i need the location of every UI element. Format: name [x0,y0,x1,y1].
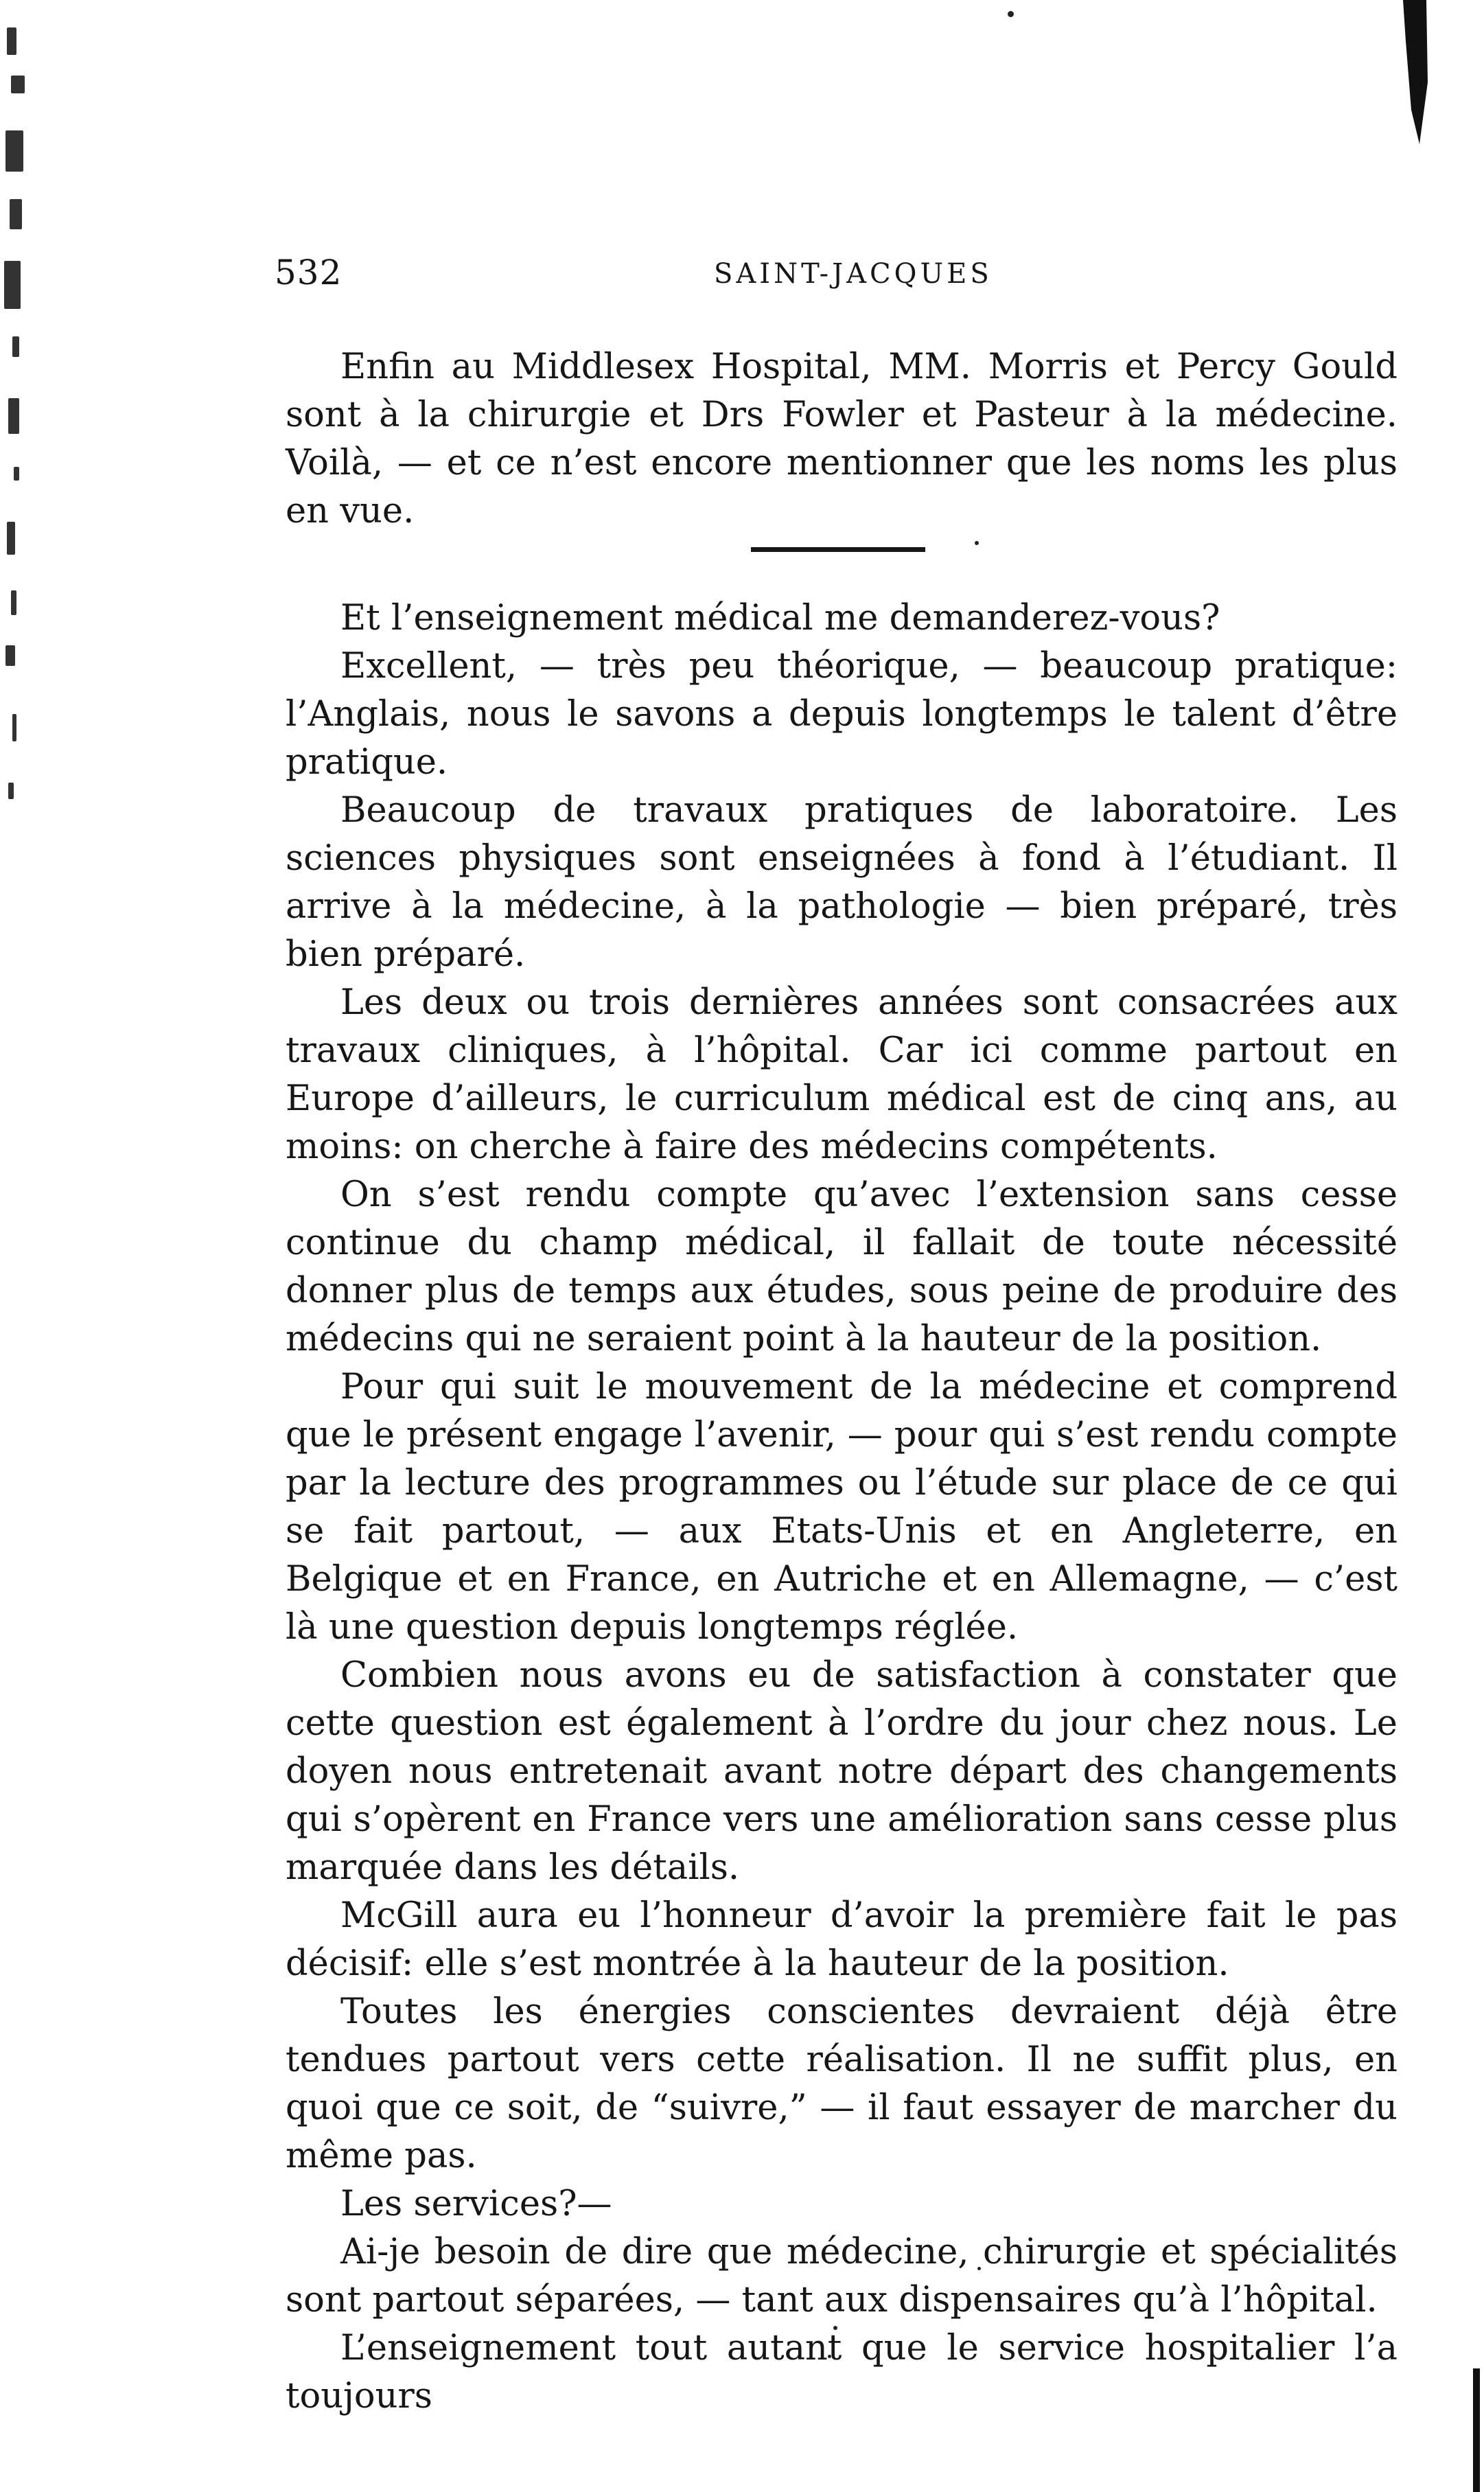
section-separator [751,547,925,552]
paragraph: Les services?— [340,2184,612,2224]
paragraph: L’enseignement tout autant que le service hospitalier l’a toujours [286,2328,1398,2416]
paragraph: Toutes les énergies conscientes devraient déjà être tendues partout vers cette réalisation. Il ne suffit plus, en quoi que ce soit, de “suivre,” — il faut essayer de marcher du même pas. [286,1992,1398,2176]
paragraph: Pour qui suit le mouvement de la médecine et comprend que le présent engage l’avenir, — pour qui s’est rendu compte par la lecture des programmes ou l’étude sur place de ce qui se fait partout, — aux Etats-Unis et en Angleterre, en Belgique et en France, en Autriche et en Allemagne, — c’est là une question depuis longtemps réglée. [286,1367,1398,1648]
scan-speck [1008,11,1014,17]
paragraph: Les deux ou trois dernières années sont consacrées aux travaux cliniques, à l’hôpital. Car ici comme partout en Europe d’ailleurs, le curriculum médical est de cinq ans, au moins: on cherche à faire des médecins compétents. [286,982,1398,1167]
paragraph: On s’est rendu compte qu’avec l’extension sans cesse continue du champ médical, il fallait de toute nécessité donner plus de temps aux études, sous peine de produire des médecins qui ne seraient point à la hauteur de la position. [286,1175,1398,1359]
scan-corner-mark [1399,0,1430,165]
paragraph: Et l’enseignement médical me demanderez-vous? [340,598,1220,638]
paragraph: Beaucoup de travaux pratiques de laboratoire. Les sciences physiques sont enseignées à fond à l’étudiant. Il arrive à la médecine, à la pathologie — bien préparé, très bien préparé. [286,790,1398,975]
running-title: SAINT-JACQUES [714,258,993,290]
scan-edge-noise [4,27,34,824]
text-block-main [286,595,1398,2421]
text-block-top [286,343,1398,535]
paragraph: Combien nous avons eu de satisfaction à constater que cette question est également à l’ordre du jour chez nous. Le doyen nous entretenait avant notre départ des changements qui s’opèrent en France vers une amélioration sans cesse plus marquée dans les détails. [286,1655,1398,1888]
paragraph: Ai-je besoin de dire que médecine, chirurgie et spécialités sont partout séparées, — tant aux dispensaires qu’à l’hôpital. [286,2232,1398,2320]
page-number: 532 [275,253,343,292]
scan-speck [975,541,979,545]
paragraph: McGill aura eu l’honneur d’avoir la première fait le pas décisif: elle s’est montrée à la hauteur de la position. [286,1895,1398,1984]
paragraph: Enfin au Middlesex Hospital, MM. Morris et Percy Gould sont à la chirurgie et Drs Fowler et Pasteur à la médecine. Voilà, — et ce n’est encore mentionner que les noms les plus en vue. [286,347,1398,531]
running-head [275,253,1400,308]
paragraph: Excellent, — très peu théorique, — beaucoup pratique: l’Anglais, nous le savons a depuis longtemps le talent d’être pratique. [286,646,1398,783]
scan-edge-bar [1473,2368,1480,2492]
